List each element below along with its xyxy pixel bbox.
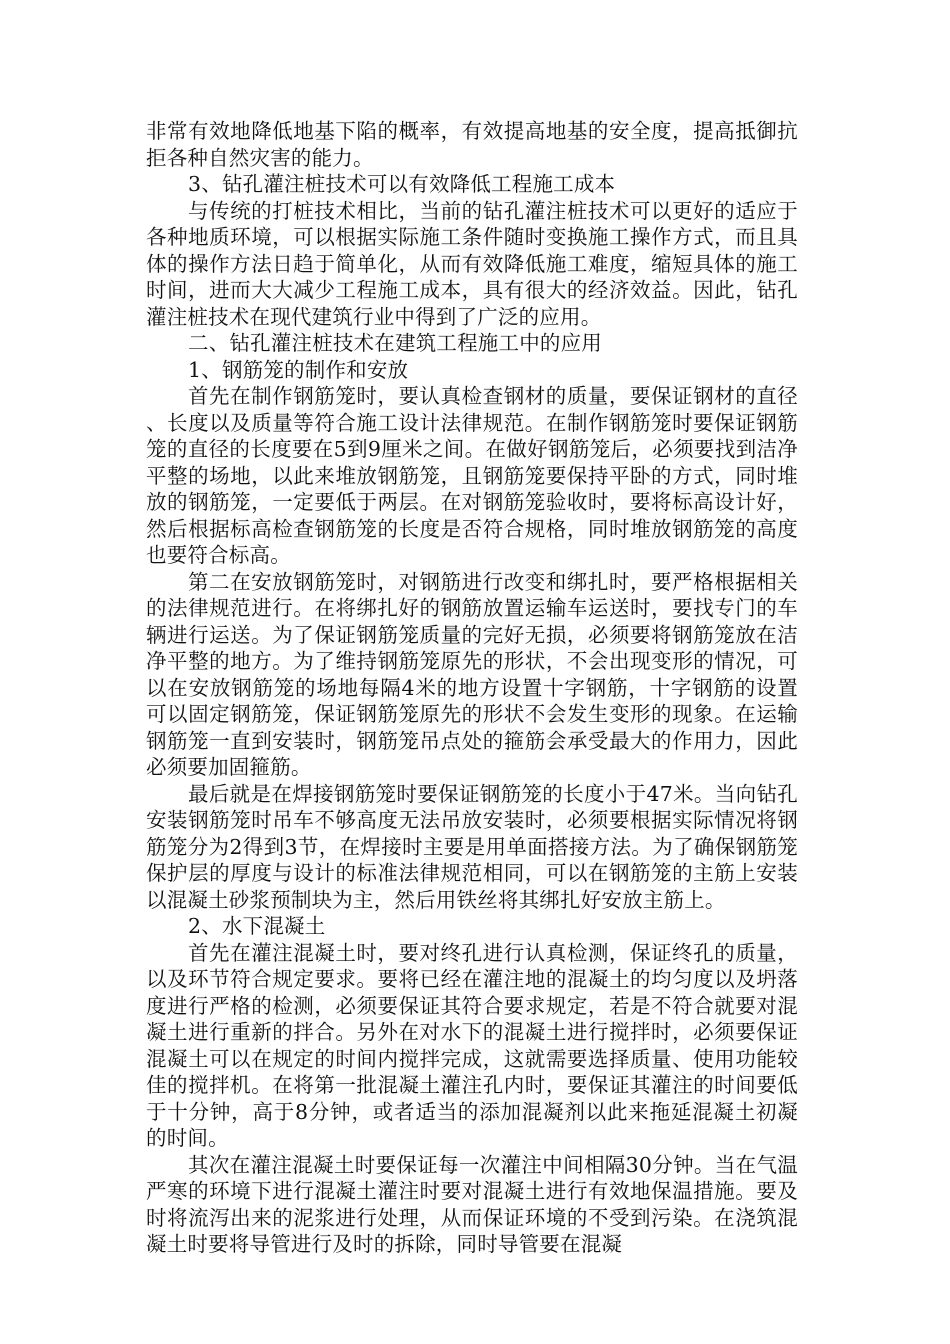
paragraph-continuation: 非常有效地降低地基下陷的概率，有效提高地基的安全度，提高抵御抗拒各种自然灾害的能力。 [146, 119, 798, 170]
section-heading-2: 2、水下混凝土 [188, 914, 326, 938]
section-heading-3: 3、钻孔灌注桩技术可以有效降低工程施工成本 [188, 172, 616, 196]
paragraph-cage-making: 首先在制作钢筋笼时，要认真检查钢材的质量，要保证钢材的直径、长度以及质量等符合施工设计法律规范。在制作钢筋笼时要保证钢筋笼的直径的长度要在5到9厘米之间。在做好钢筋笼后，必须要找到洁净平整的场地，以此来堆放钢筋笼，且钢筋笼要保持平卧的方式，同时堆放的钢筋笼，一定要低于两层。在对钢筋笼验收时，要将标高设计好，然后根据标高检查钢筋笼的长度是否符合规格，同时堆放钢筋笼的高度也要符合标高。 [146, 384, 798, 567]
paragraph-concrete-first: 首先在灌注混凝土时，要对终孔进行认真检测，保证终孔的质量，以及环节符合规定要求。要将已经在灌注地的混凝土的均匀度以及坍落度进行严格的检测，必须要保证其符合要求规定，若是不符合就要对混凝土进行重新的拌合。另外在对水下的混凝土进行搅拌时，必须要保证混凝土可以在规定的时间内搅拌完成，这就需要选择质量、使用功能较佳的搅拌机。在将第一批混凝土灌注孔内时，要保证其灌注的时间要低于十分钟，高于8分钟，或者适当的添加混凝剂以此来拖延混凝土初凝的时间。 [146, 940, 798, 1150]
paragraph-cage-welding: 最后就是在焊接钢筋笼时要保证钢筋笼的长度小于47米。当向钻孔安装钢筋笼时吊车不够高度无法吊放安装时，必须要根据实际情况将钢筋笼分为2得到3节，在焊接时主要是用单面搭接方法。为了确保钢筋笼保护层的厚度与设计的标准法律规范相同，可以在钢筋笼的主筋上安装以混凝土砂浆预制块为主，然后用铁丝将其绑扎好安放主筋上。 [146, 781, 798, 912]
section-heading-1: 1、钢筋笼的制作和安放 [188, 357, 409, 382]
paragraph-cage-placing: 第二在安放钢筋笼时，对钢筋进行改变和绑扎时，要严格根据相关的法律规范进行。在将绑扎好的钢筋放置运输车运送时，要找专门的车辆进行运送。为了保证钢筋笼质量的完好无损，必须要将钢筋笼放在洁净平整的地方。为了维持钢筋笼原先的形状，不会出现变形的情况，可以在安放钢筋笼的场地每隔4米的地方设置十字钢筋，十字钢筋的设置可以固定钢筋笼，保证钢筋笼原先的形状不会发生变形的现象。在运输钢筋笼一直到安装时，钢筋笼吊点处的箍筋会承受最大的作用力，因此必须要加固箍筋。 [146, 569, 798, 779]
document-body [146, 118, 798, 1258]
chapter-heading-2: 二、钻孔灌注桩技术在建筑工程施工中的应用 [188, 331, 602, 355]
paragraph-cost-reduction: 与传统的打桩技术相比，当前的钻孔灌注桩技术可以更好的适应于各种地质环境，可以根据实际施工条件随时变换施工操作方式，而且具体的操作方法日趋于简单化，从而有效降低施工难度，缩短具体的施工时间，进而大大减少工程施工成本，具有很大的经济效益。因此，钻孔灌注桩技术在现代建筑行业中得到了广泛的应用。 [146, 198, 798, 329]
paragraph-concrete-second: 其次在灌注混凝土时要保证每一次灌注中间相隔30分钟。当在气温严寒的环境下进行混凝土灌注时要对混凝土进行有效地保温措施。要及时将流泻出来的泥浆进行处理，从而保证环境的不受到污染。在浇筑混凝土时要将导管进行及时的拆除，同时导管要在混凝 [146, 1152, 798, 1256]
